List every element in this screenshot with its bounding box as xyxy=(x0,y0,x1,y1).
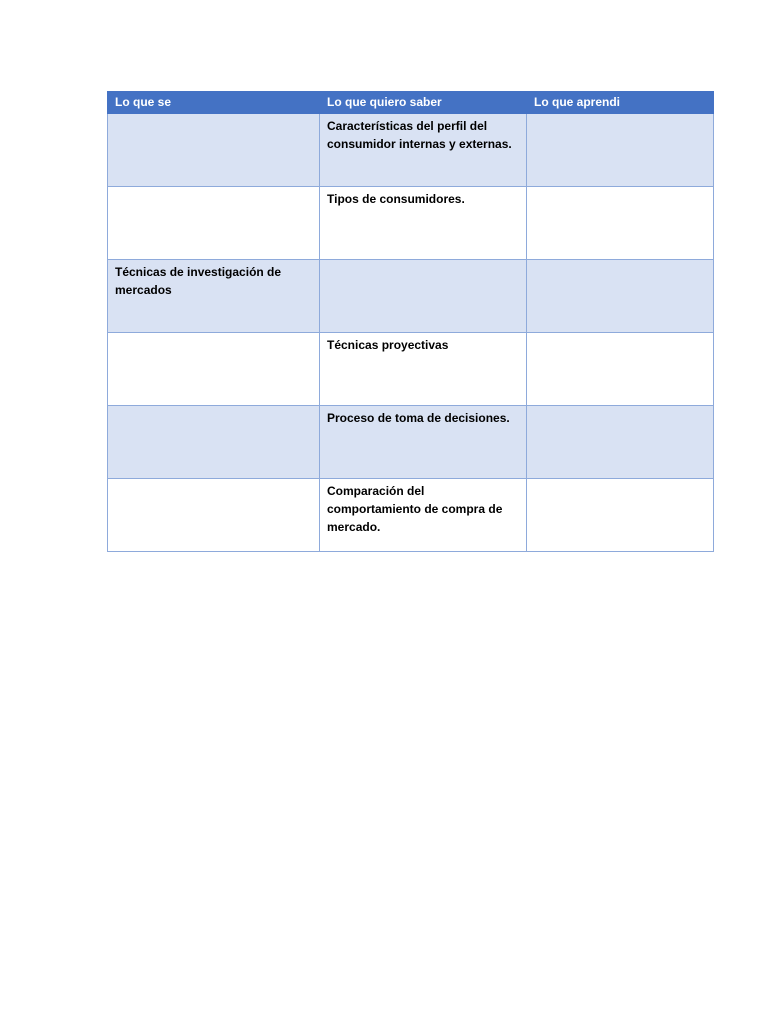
header-lo-que-quiero-saber: Lo que quiero saber xyxy=(320,92,527,114)
table-row xyxy=(108,260,714,333)
header-lo-que-se: Lo que se xyxy=(108,92,320,114)
kwl-table xyxy=(107,91,714,552)
table-cell xyxy=(108,114,320,187)
table-cell xyxy=(527,114,714,187)
table-cell xyxy=(527,406,714,479)
table-row xyxy=(108,114,714,187)
table-row xyxy=(108,406,714,479)
table-cell xyxy=(108,333,320,406)
table-cell xyxy=(108,479,320,552)
table-row xyxy=(108,333,714,406)
table-cell: Técnicas de investigación de mercados xyxy=(108,260,320,333)
table-cell: Comparación del comportamiento de compra de mercado. xyxy=(320,479,527,552)
table-cell: Proceso de toma de decisiones. xyxy=(320,406,527,479)
table-cell xyxy=(527,187,714,260)
header-lo-que-aprendi: Lo que aprendi xyxy=(527,92,714,114)
table-row xyxy=(108,187,714,260)
table-cell xyxy=(527,260,714,333)
table-cell: Tipos de consumidores. xyxy=(320,187,527,260)
table-cell xyxy=(527,479,714,552)
table-cell: Técnicas proyectivas xyxy=(320,333,527,406)
header-row xyxy=(108,92,714,114)
table-cell xyxy=(527,333,714,406)
table-row xyxy=(108,479,714,552)
table-cell: Características del perfil del consumidor internas y externas. xyxy=(320,114,527,187)
table-cell xyxy=(108,187,320,260)
table-cell xyxy=(108,406,320,479)
table-cell xyxy=(320,260,527,333)
